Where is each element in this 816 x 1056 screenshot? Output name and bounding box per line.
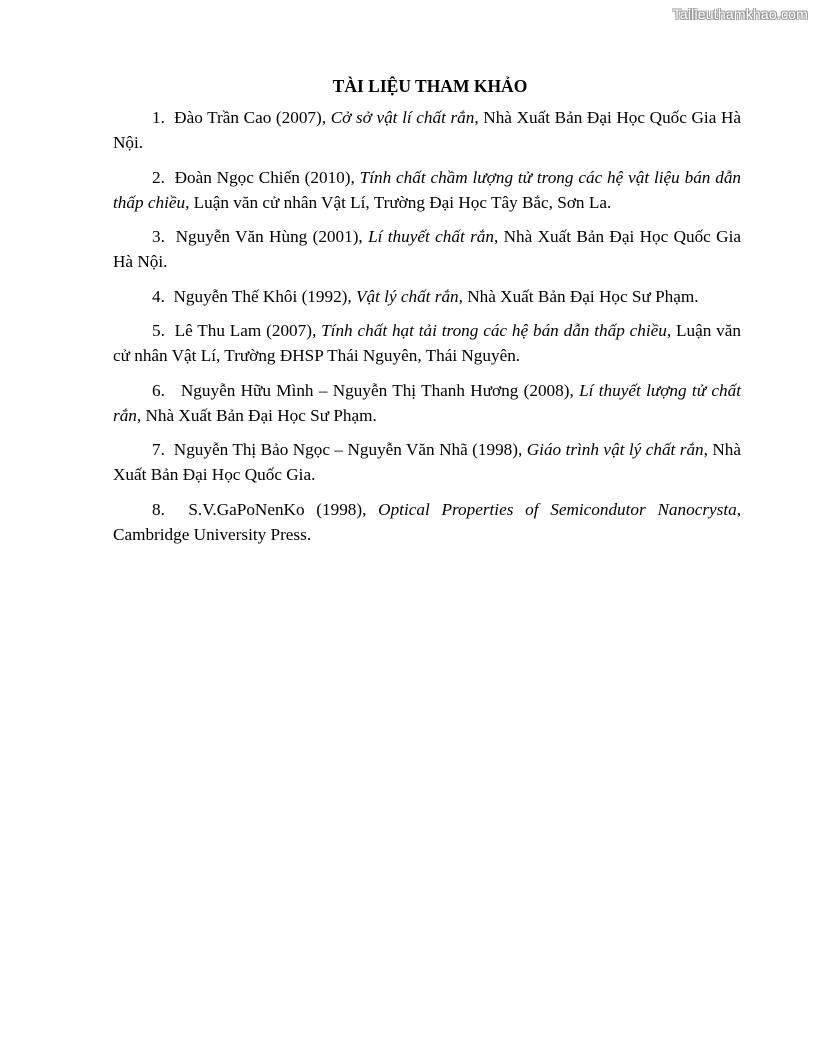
- reference-list: [113, 105, 741, 547]
- reference-number: 3.: [152, 227, 165, 246]
- page-title: TÀI LIỆU THAM KHẢO: [332, 76, 528, 96]
- reference-number: 6.: [152, 380, 165, 400]
- reference-publisher: , Cambridge University Press.: [113, 499, 741, 544]
- reference-item: [113, 437, 741, 487]
- watermark: Tailieuthamkhao.com: [672, 6, 808, 22]
- reference-authors: Đoàn Ngọc Chiến (2010),: [174, 167, 360, 187]
- reference-item: [113, 224, 741, 274]
- reference-title: Lí thuyết lượng tử chất rắn,: [113, 380, 741, 425]
- reference-authors: Lê Thu Lam (2007),: [174, 321, 322, 340]
- reference-authors: Nguyễn Hữu Mình – Nguyễn Thị Thanh Hương (2008),: [175, 380, 580, 400]
- reference-publisher: , Nhà Xuất Bản Đại Học Quốc Gia Hà Nội.: [113, 108, 742, 152]
- reference-authors: Đào Trần Cao (2007),: [174, 108, 331, 127]
- reference-authors: S.V.GaPoNenKo (1998),: [188, 499, 379, 519]
- reference-number: 2.: [152, 167, 165, 187]
- reference-title: Cở sở vật lí chất rắn: [330, 108, 475, 127]
- reference-publisher: , Luận văn cử nhân Vật Lí, Trường Đại Học Tây Bắc, Sơn La.: [185, 192, 612, 212]
- reference-item: [113, 105, 741, 155]
- reference-publisher: , Nhà Xuất Bản Đại Học Sư Phạm.: [458, 286, 699, 306]
- reference-title: Tính chất chầm lượng tử trong các hệ vật liệu bán dẫn thấp chiều: [113, 167, 742, 212]
- reference-number: 4.: [152, 286, 165, 306]
- reference-authors: Nguyễn Thị Bảo Ngọc – Nguyễn Văn Nhã (1998),: [173, 440, 527, 459]
- reference-authors: Nguyễn Thế Khôi (1992),: [173, 286, 356, 306]
- reference-item: [113, 165, 741, 215]
- reference-title: Optical Properties of Semicondutor Nanocrysta: [378, 499, 737, 519]
- reference-publisher: , Nhà Xuất Bản Đại Học Quốc Gia Hà Nội.: [113, 227, 741, 271]
- reference-title: Vật lý chất rắn: [356, 286, 459, 306]
- reference-title: Giáo trình vật lý chất rắn: [526, 440, 704, 459]
- reference-item: [113, 318, 741, 368]
- reference-publisher: , Nhà Xuất Bản Đại Học Quốc Gia.: [113, 440, 742, 484]
- document-page: [113, 76, 741, 556]
- reference-number: 5.: [152, 321, 165, 340]
- reference-number: 8.: [152, 499, 165, 519]
- reference-publisher: , Luận văn cử nhân Vật Lí, Trường ĐHSP Thái Nguyên, Thái Nguyên.: [113, 321, 742, 365]
- reference-item: [113, 497, 741, 547]
- reference-number: 1.: [152, 108, 165, 127]
- reference-item: [113, 378, 741, 428]
- reference-number: 7.: [152, 440, 165, 459]
- reference-title: Tính chất hạt tải trong các hệ bán dẫn thấp chiều: [321, 321, 667, 340]
- reference-authors: Nguyễn Văn Hùng (2001),: [175, 227, 369, 246]
- reference-title: Lí thuyết chất rắn: [368, 227, 494, 246]
- reference-publisher: Nhà Xuất Bản Đại Học Sư Phạm.: [141, 405, 377, 425]
- reference-item: [113, 284, 741, 309]
